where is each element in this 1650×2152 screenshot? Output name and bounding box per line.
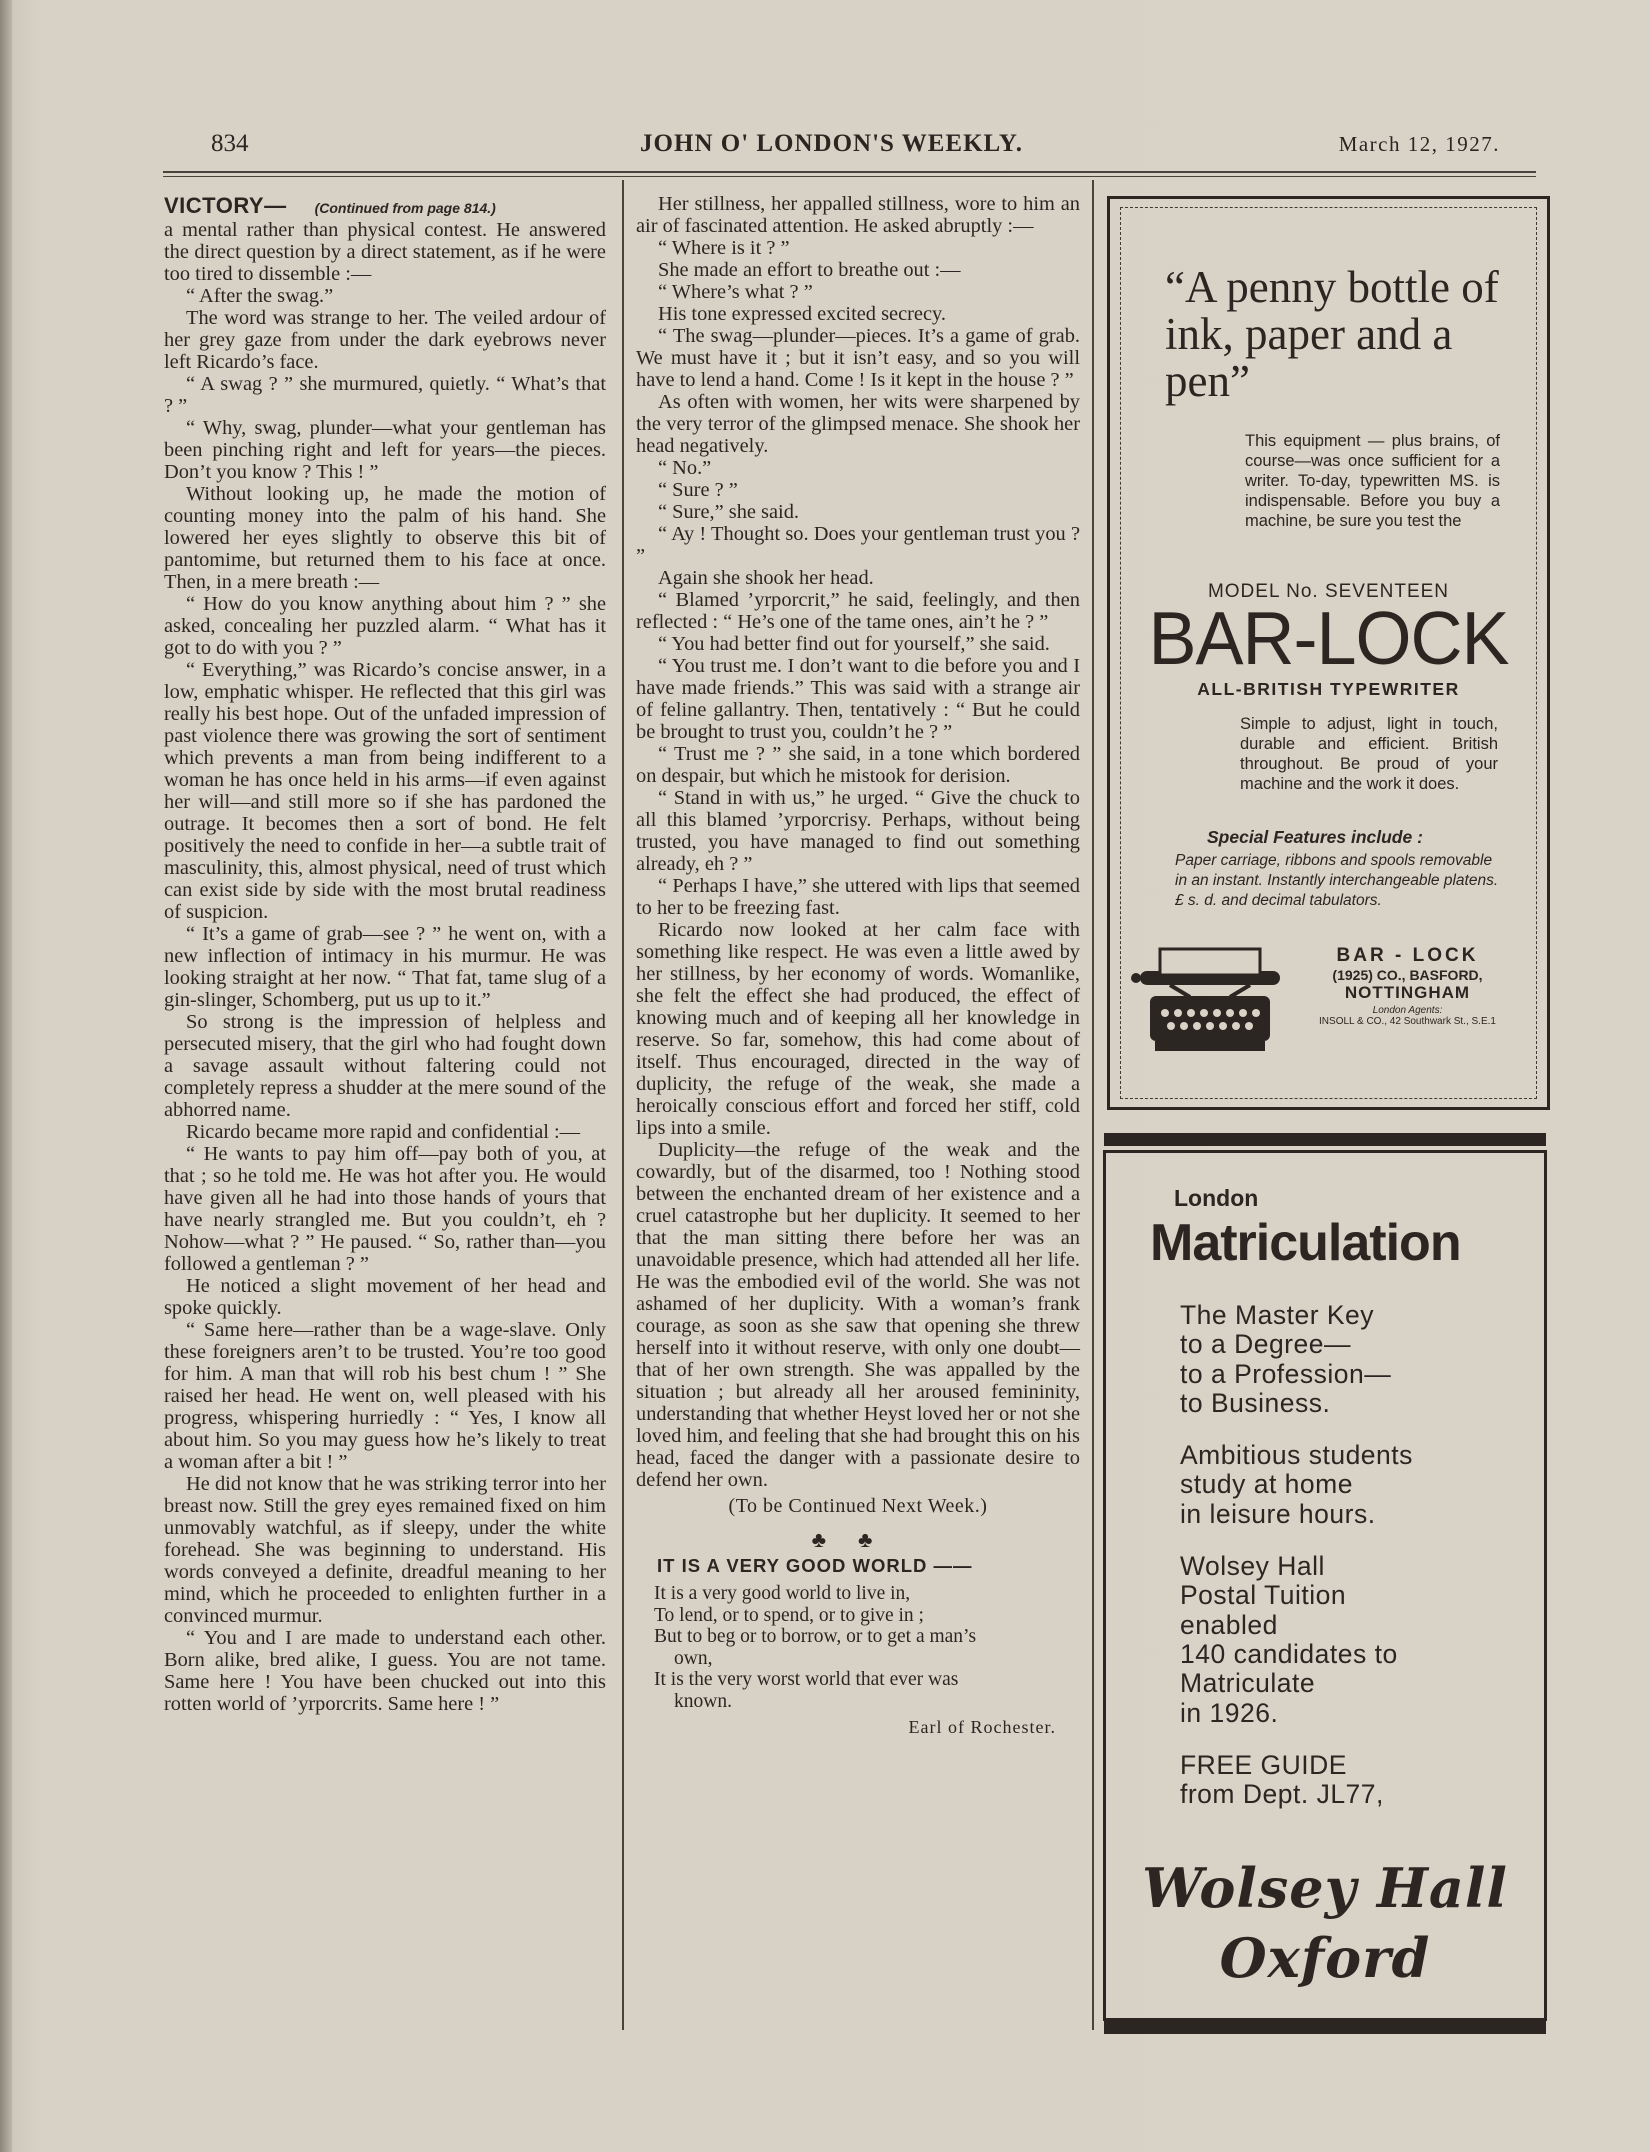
ad-model: MODEL No. SEVENTEEN bbox=[1207, 581, 1450, 602]
article-paragraph: “ It’s a game of grab—see ? ” he went on, with a new inflection of intimacy in his murmur. He was looking straight at her now. “ That fat, tame slug of a gin-slinger, Schomberg, put us up to it.” bbox=[164, 923, 606, 1011]
ad-equipment-text: This equipment — plus brains, of course—was once sufficient for a writer. To-day, typewritten MS. is indispensable. Before you buy a machine, be sure you test the bbox=[1245, 432, 1500, 530]
article-paragraph: “ No.” bbox=[658, 457, 712, 479]
poem-author: Earl of Rochester. bbox=[908, 1717, 1056, 1737]
article-paragraph: As often with women, her wits were sharpened by the very terror of the glimpsed menace. She shook her head negatively. bbox=[636, 391, 1080, 457]
poem bbox=[654, 1583, 1080, 1712]
to-be-continued: (To be Continued Next Week.) bbox=[728, 1495, 988, 1517]
article-paragraph: “ Trust me ? ” she said, in a tone which bordered on despair, but which he mistook for derision. bbox=[636, 743, 1080, 787]
article-paragraph: “ You trust me. I don’t want to die before you and I have made friends.” This was said with a strange air of feline gallantry. Then, tentatively : “ But he could be brought to trust you, couldn’t he ? ” bbox=[636, 655, 1080, 743]
article-paragraph: Her stillness, her appalled stillness, wore to him an air of fascinated attention. He asked abruptly :— bbox=[636, 193, 1080, 237]
page-number: 834 bbox=[211, 130, 249, 157]
ad-description: Simple to adjust, light in touch, durable and efficient. British throughout. Be proud of your machine and the work it does. bbox=[1240, 715, 1498, 793]
ad-separator-bar bbox=[1104, 1133, 1546, 1146]
article-paragraph: “ How do you know anything about him ? ” she asked, concealing her puzzled alarm. “ What has it got to do with you ? ” bbox=[164, 593, 606, 659]
article-paragraph: “ Everything,” was Ricardo’s concise answer, in a low, emphatic whisper. He reflected that this girl was really his best hope. Out of the unfaded impression of past violence there was growing the sort of sentiment which prevents a man from being indifferent to a woman he has once held in his arms—if even against her will—and still more so if she has pardoned the outrage. It becomes then a sort of bond. He felt positively the need to confide in her—a subtle trait of masculinity, this, almost physical, need of trust which can exist side by side with the most brutal readiness of suspicion. bbox=[164, 659, 606, 923]
page-binding-shadow bbox=[0, 0, 12, 2152]
ad-special-heading: Special Features include : bbox=[1207, 827, 1423, 847]
article-paragraph: He noticed a slight movement of her head and spoke quickly. bbox=[164, 1275, 606, 1319]
poem-line: own, bbox=[674, 1647, 713, 1669]
typewriter-icon bbox=[1130, 941, 1290, 1061]
ad-tagline: ALL-BRITISH TYPEWRITER bbox=[1197, 679, 1460, 699]
article-title: VICTORY— bbox=[164, 193, 287, 218]
article-paragraph: Again she shook her head. bbox=[658, 567, 874, 589]
ad-brand-logo: BAR-LOCK bbox=[1148, 597, 1509, 681]
article-paragraph: “ Why, swag, plunder—what your gentleman has been pinching right and left for years—the pieces. Don’t you know ? This ! ” bbox=[164, 417, 606, 483]
article-paragraph: The word was strange to her. The veiled ardour of her grey gaze from under the dark eyebrows never left Ricardo’s face. bbox=[164, 307, 606, 373]
header-rule-thin bbox=[163, 176, 1536, 177]
article-paragraph: “ You had better find out for yourself,” she said. bbox=[658, 633, 1050, 655]
article-heading bbox=[164, 195, 606, 219]
ad-london: London bbox=[1174, 1185, 1259, 1211]
poem-line: It is a very good world to live in, bbox=[654, 1583, 911, 1604]
ad-matriculation-heading: Matriculation bbox=[1150, 1214, 1461, 1272]
article-paragraph: She made an effort to breathe out :— bbox=[658, 259, 961, 281]
wolsey-hall-advertisement bbox=[1103, 1150, 1547, 2021]
article-column-1 bbox=[164, 195, 606, 1715]
article-paragraph: “ Where is it ? ” bbox=[658, 237, 790, 259]
poem-title: IT IS A VERY GOOD WORLD —— bbox=[657, 1555, 973, 1576]
article-paragraph: He did not know that he was striking terror into her breast now. Still the grey eyes remained fixed on him unmovably watchful, as if sleepy, under the white forehead. She was beginning to understand. His words conveyed a definite, dreadful meaning to her mind, which he proceeded to enlighten further in a convinced murmur. bbox=[164, 1473, 606, 1627]
article-paragraph: “ The swag—plunder—pieces. It’s a game of grab. We must have it ; but it isn’t easy, and so you will have to lend a hand. Come ! Is it kept in the house ? ” bbox=[636, 325, 1080, 391]
column-divider bbox=[622, 180, 624, 2030]
article-paragraph: “ Ay ! Thought so. Does your gentleman trust you ? ” bbox=[636, 523, 1080, 567]
ad-wolsey-hall-logo: Wolsey Hall Oxford bbox=[1142, 1856, 1508, 1990]
article-paragraph: “ Stand in with us,” he urged. “ Give the chuck to all this blamed ’yrporcrisy. Perhaps, without being trusted, you have managed to find out something already, eh ? ” bbox=[636, 787, 1080, 875]
ad-body: The Master Key to a Degree— to a Profession— to Business. Ambitious students study at home in leisure hours. Wolsey Hall Postal Tuition enabled 140 candidates to Matriculate in 1926. FREE GUIDE from Dept. JL77, bbox=[1180, 1300, 1413, 1810]
article-paragraph: “ Blamed ’yrporcrit,” he said, feelingly, and then reflected : “ He’s one of the tame ones, ain’t he ? ” bbox=[636, 589, 1080, 633]
ad-company-address: BAR - LOCK (1925) CO., BASFORD, NOTTINGHAM London Agents: INSOLL & CO., 42 Southwark St., S.E.1 bbox=[1319, 945, 1496, 1027]
barlock-advertisement bbox=[1107, 196, 1550, 1110]
article-paragraph: Duplicity—the refuge of the weak and the cowardly, but of the disarmed, too ! Nothing stood between the enchanted dream of her existence and a cruel catastrophe but her duplicity. It seemed to her that the man sitting there before her was an unavoidable presence, which had attended all her life. He was the embodied evil of the world. She was not ashamed of her duplicity. With a woman’s frank courage, as soon as she saw that opening she threw herself into it without reserve, with only one doubt—that of her own strength. She was appalled by the situation ; but already all her aroused femininity, understanding that whether Heyst loved her or not she loved him, and feeling that she had brought this on his head, faced the danger with a passionate desire to defend her own. bbox=[636, 1139, 1080, 1491]
article-column-2 bbox=[636, 193, 1080, 1738]
ad-quote: “A penny bottle of ink, paper and a pen” bbox=[1165, 262, 1499, 406]
article-paragraph: His tone expressed excited secrecy. bbox=[658, 303, 946, 325]
article-paragraph: “ Where’s what ? ” bbox=[658, 281, 813, 303]
article-paragraph: “ Perhaps I have,” she uttered with lips that seemed to her to be freezing fast. bbox=[636, 875, 1080, 919]
article-paragraph: “ Same here—rather than be a wage-slave. Only these foreigners aren’t to be trusted. You’re too good for him. A man that will rob his best chum ! ” She raised her head. He went on, well pleased with his progress, whispering hurriedly : “ Yes, I know all about him. So you may guess how he’s likely to treat a woman after a bit ! ” bbox=[164, 1319, 606, 1473]
poem-line: But to beg or to borrow, or to get a man’s bbox=[654, 1626, 977, 1647]
ad-bottom-bar bbox=[1104, 2021, 1546, 2034]
poem-line: To lend, or to spend, or to give in ; bbox=[654, 1604, 924, 1626]
article-paragraph: Ricardo now looked at her calm face with something like respect. He was even a little awed by her stillness, by her economy of words. Womanlike, she felt the effect she had produced, the effect of knowing much and of keeping all her knowledge in reserve. So far, somehow, this had come about of itself. Thus encouraged, directed in the way of duplicity, the refuge of the weak, she made a heroically conscious effort and forced her stiff, cold lips into a smile. bbox=[636, 919, 1080, 1139]
poem-line: known. bbox=[674, 1690, 732, 1712]
column-divider bbox=[1092, 180, 1094, 2030]
article-paragraph: “ After the swag.” bbox=[186, 285, 334, 307]
poem-line: It is the very worst world that ever was bbox=[654, 1669, 959, 1690]
ad-features: Paper carriage, ribbons and spools removable in an instant. Instantly interchangeable platens. £ s. d. and decimal tabulators. bbox=[1175, 852, 1499, 909]
article-paragraph: “ Sure ? ” bbox=[658, 479, 738, 501]
issue-date: March 12, 1927. bbox=[1338, 132, 1500, 156]
page-header bbox=[163, 130, 1500, 170]
header-rule bbox=[163, 171, 1536, 173]
article-paragraph: So strong is the impression of helpless and persecuted misery, that the girl who had fought down a savage assault without faltering could not completely repress a shudder at the mere sound of the abhorred name. bbox=[164, 1011, 606, 1121]
article-paragraph: a mental rather than physical contest. He answered the direct question by a direct statement, as if he were too tired to dissemble :— bbox=[164, 219, 606, 285]
article-paragraph: Ricardo became more rapid and confidential :— bbox=[186, 1121, 581, 1143]
masthead: JOHN O' LONDON'S WEEKLY. bbox=[640, 130, 1023, 157]
article-paragraph: Without looking up, he made the motion of counting money into the palm of his hand. She lowered her eyes slightly to observe this bit of pantomime, but returned them to his face at once. Then, in a mere breath :— bbox=[164, 483, 606, 593]
article-paragraph: “ Sure,” she said. bbox=[658, 501, 799, 523]
article-paragraph: “ He wants to pay him off—pay both of you, at that ; so he told me. He was hot after you. He would have given all he had into those hands of yours that have nearly strangled me. But you couldn’t, eh ? Nohow—what ? ” He paused. “ So, rather than—you followed a gentleman ? ” bbox=[164, 1143, 606, 1275]
continued-note: (Continued from page 814.) bbox=[314, 200, 496, 216]
article-paragraph: “ A swag ? ” she murmured, quietly. “ What’s that ? ” bbox=[164, 373, 606, 417]
ornament-icon: ♣♣ bbox=[811, 1527, 905, 1552]
article-paragraph: “ You and I are made to understand each other. Born alike, bred alike, I guess. You are not tame. Same here ! You have been chucked out into this rotten world of ’yrporcrits. Same here ! ” bbox=[164, 1627, 606, 1715]
